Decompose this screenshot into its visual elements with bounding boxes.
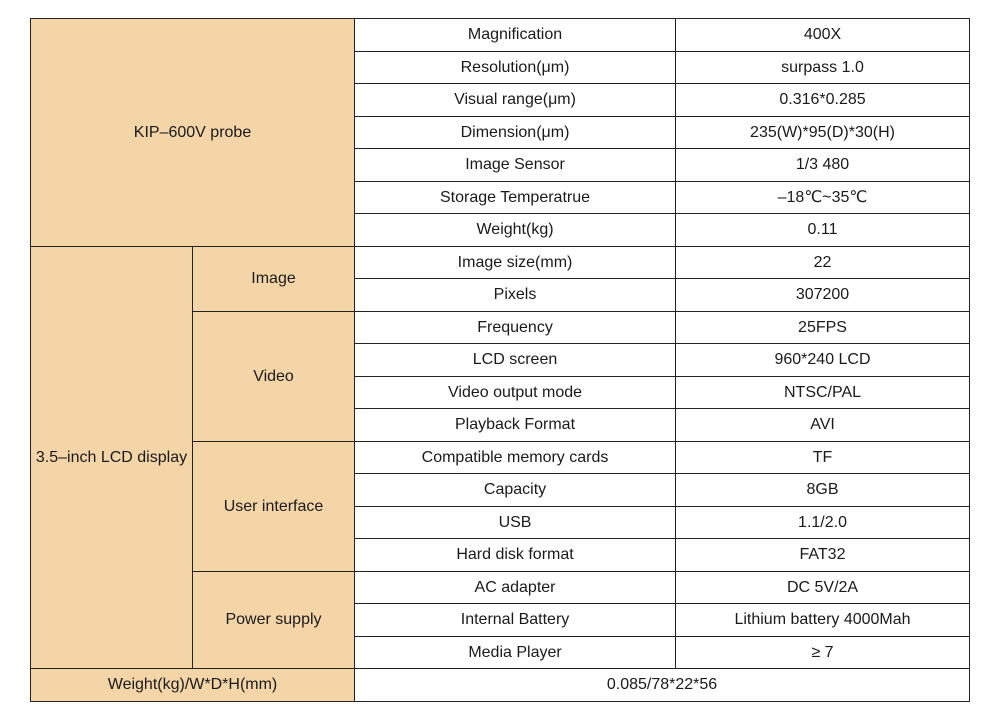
value-cell: 400X bbox=[676, 19, 970, 52]
value-cell: DC 5V/2A bbox=[676, 571, 970, 604]
param-cell: Internal Battery bbox=[355, 604, 676, 637]
param-cell: Image Sensor bbox=[355, 149, 676, 182]
param-cell: Playback Format bbox=[355, 409, 676, 442]
group-label-video: Video bbox=[193, 311, 355, 441]
value-cell: ≥ 7 bbox=[676, 636, 970, 669]
value-cell: 0.11 bbox=[676, 214, 970, 247]
param-cell: Weight(kg) bbox=[355, 214, 676, 247]
footer-label: Weight(kg)/W*D*H(mm) bbox=[31, 669, 355, 702]
table-row bbox=[31, 246, 970, 279]
param-cell: Hard disk format bbox=[355, 539, 676, 572]
value-cell: 307200 bbox=[676, 279, 970, 312]
value-cell: 25FPS bbox=[676, 311, 970, 344]
param-cell: Pixels bbox=[355, 279, 676, 312]
param-cell: Magnification bbox=[355, 19, 676, 52]
value-cell: TF bbox=[676, 441, 970, 474]
param-cell: Dimension(μm) bbox=[355, 116, 676, 149]
param-cell: Image size(mm) bbox=[355, 246, 676, 279]
group-label-image: Image bbox=[193, 246, 355, 311]
value-cell: 235(W)*95(D)*30(H) bbox=[676, 116, 970, 149]
param-cell: AC adapter bbox=[355, 571, 676, 604]
value-cell: 22 bbox=[676, 246, 970, 279]
param-cell: Capacity bbox=[355, 474, 676, 507]
param-cell: Visual range(μm) bbox=[355, 84, 676, 117]
value-cell: 0.316*0.285 bbox=[676, 84, 970, 117]
lcd-label: 3.5–inch LCD display bbox=[31, 246, 193, 669]
param-cell: Video output mode bbox=[355, 376, 676, 409]
table-row bbox=[31, 19, 970, 52]
value-cell: Lithium battery 4000Mah bbox=[676, 604, 970, 637]
param-cell: Frequency bbox=[355, 311, 676, 344]
value-cell: AVI bbox=[676, 409, 970, 442]
spec-table bbox=[30, 18, 970, 702]
param-cell: Compatible memory cards bbox=[355, 441, 676, 474]
param-cell: LCD screen bbox=[355, 344, 676, 377]
value-cell: –18℃~35℃ bbox=[676, 181, 970, 214]
value-cell: 1.1/2.0 bbox=[676, 506, 970, 539]
probe-label: KIP–600V probe bbox=[31, 19, 355, 247]
value-cell: 960*240 LCD bbox=[676, 344, 970, 377]
value-cell: 1/3 480 bbox=[676, 149, 970, 182]
footer-value: 0.085/78*22*56 bbox=[355, 669, 970, 702]
value-cell: surpass 1.0 bbox=[676, 51, 970, 84]
param-cell: Storage Temperatrue bbox=[355, 181, 676, 214]
param-cell: USB bbox=[355, 506, 676, 539]
value-cell: 8GB bbox=[676, 474, 970, 507]
param-cell: Resolution(μm) bbox=[355, 51, 676, 84]
value-cell: NTSC/PAL bbox=[676, 376, 970, 409]
param-cell: Media Player bbox=[355, 636, 676, 669]
table-row bbox=[31, 669, 970, 702]
value-cell: FAT32 bbox=[676, 539, 970, 572]
group-label-user-interface: User interface bbox=[193, 441, 355, 571]
group-label-power-supply: Power supply bbox=[193, 571, 355, 669]
